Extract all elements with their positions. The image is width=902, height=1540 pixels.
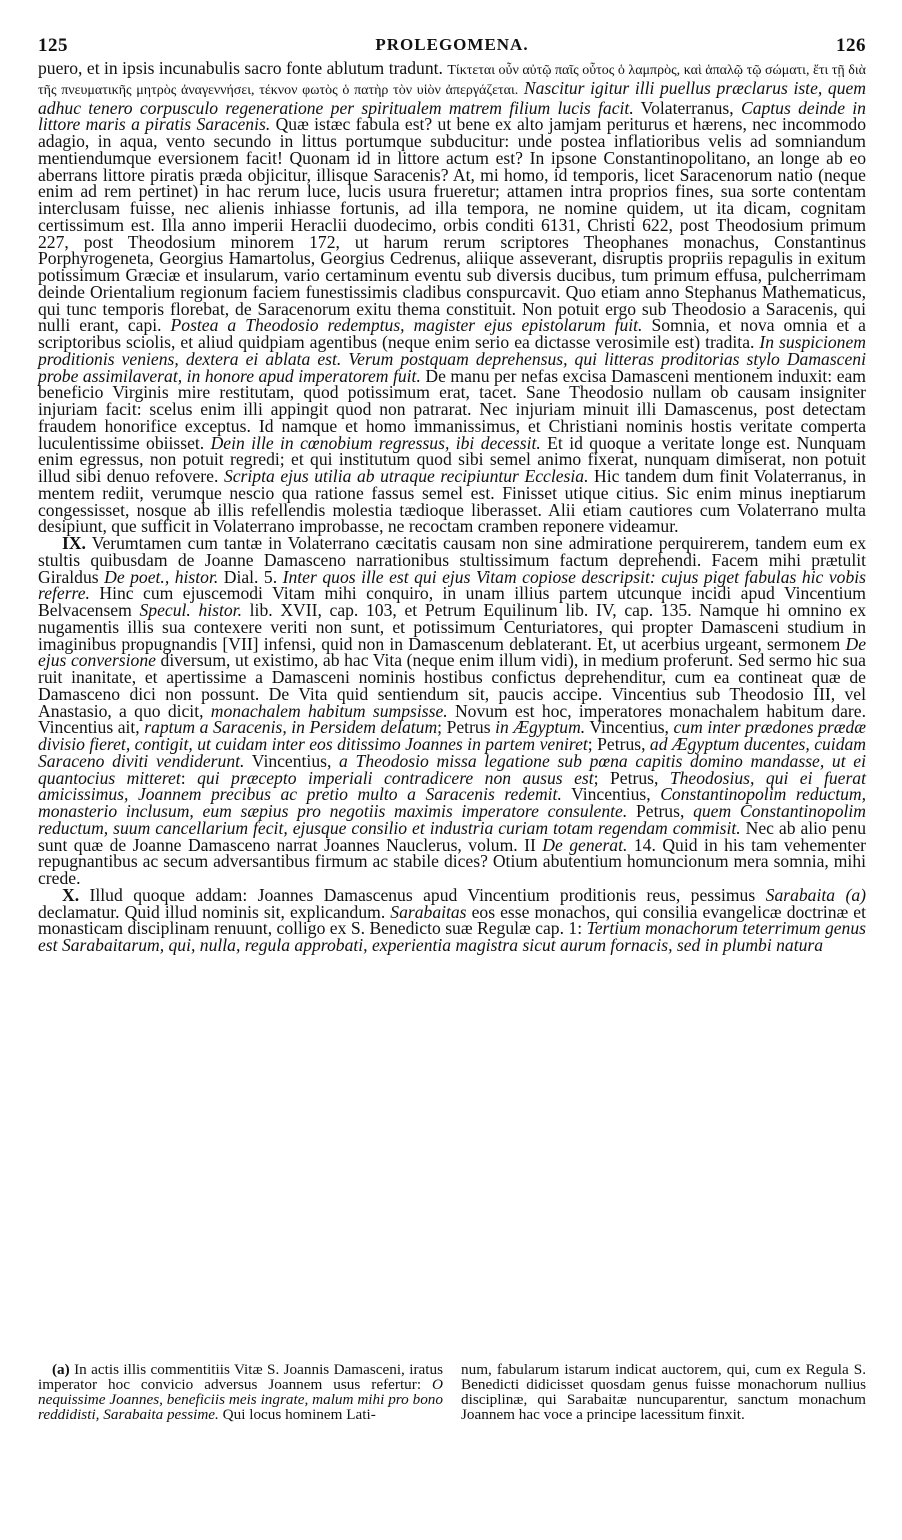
page-number-left: 125 — [38, 35, 68, 56]
italic-text-run: De generat. — [542, 834, 628, 855]
text-run: ; Petrus, — [593, 767, 670, 788]
greek-quotation: Τίκτεται οὖν αὐτῷ παῖς οὗτος ὁ λαμπρὸς, καὶ ἁπαλῷ τῷ σώματι, ἔτι τῇ διὰ τῆς πνευματικῆς μητρὸς ἀναγεννήσει, τέκνον φωτὸς ὁ πατὴρ τὸν υἱὸν ἀπεργάζεται. — [38, 63, 866, 98]
text-run: Et id quoque a veritate longe est. Nunquam enim egressus, non potuit regredi; et qui institutum quod sibi semel animo fixerat, nunquam dimiserat, non potuit illud sibi denuo refovere. — [38, 432, 866, 486]
text-run: Vincentius, — [585, 717, 674, 738]
footnote-a-part-2 — [461, 1362, 866, 1422]
italic-text-run: qui præcepto imperiali contradicere non ausus est — [197, 767, 594, 788]
italic-text-run: a Theodosio missa legatione sub pœna capitis domino mandasse, ut ei quantocius mitteret — [38, 750, 867, 788]
text-run: puero, et in ipsis incunabulis sacro fonte ablutum tradunt. — [38, 58, 448, 78]
text-run: Nec ab alio penu sunt quæ de Joanne Damasceno narrat Joannes Nauclerus, volum. II — [38, 817, 867, 855]
text-run: num, fabularum istarum indicat auctorem, qui, cum ex Regula S. Benedicti didicisset quosdam genus fuisse monachorum nullius disciplinæ, qui Sarabaitæ nuncuparentur, sanctum monachum Joannem hac voce a principe lacessitum finxit. — [461, 1361, 866, 1423]
running-title: PROLEGOMENA. — [375, 35, 529, 54]
text-run: In actis illis commentitiis Vitæ S. Joannis Damasceni, iratus imperator hoc convicio adversus Joannem usus refertur: — [38, 1361, 443, 1393]
text-run: ; Petrus — [437, 717, 496, 738]
italic-text-run: Captus deinde in littore maris a piratis Saracenis. — [38, 97, 866, 135]
italic-text-run: ad Ægyptum ducentes, cuidam Saraceno diviti vendiderunt. — [38, 734, 866, 771]
text-run: Volaterranus, — [633, 97, 741, 118]
italic-text-run: cum inter prædones prædæ divisio fieret, contigit, ut cuidam inter eos ditissimo Joannes in partem veniret — [38, 717, 866, 754]
text-run: declamatur. Quid illud nominis sit, explicandum. — [38, 901, 391, 922]
italic-text-run: Dein ille in cœnobium regressus, ibi decessit. — [210, 432, 541, 453]
text-run: : — [180, 767, 198, 788]
text-run: De manu per nefas excisa Damasceni mentionem induxit: eam beneficio Virginis mire restitutam, quod potissimum erat, tacet. Sane Theodosio nullam ob causam insigniter injuriam facit: scelus enim illi appingit quod non patrarat. Nec injuriam minuit illi Damascenus, post detectam fraudem honorifice exceptus. Id namque et homo immanissimus, et Christiani nominis hostis veritate comperta luculentissime obiisset. — [38, 365, 866, 453]
page-number-right: 126 — [836, 35, 866, 56]
italic-text-run: Nascitur igitur illi puellus præclarus iste, quem adhuc tenero corpusculo regeneratione per spiritualem matrem filium lucis facit. — [38, 77, 866, 118]
italic-text-run: Inter quos ille est qui ejus Vitam copiose descripsit: cujus piget fabulas hic vobis referre. — [38, 566, 866, 604]
text-run: Hic tandem dum finit Volaterranus, in mentem rediit, verumque nescio qua ratione fassus semel est. Finisset utique citius. Sic enim minus ineptiarum congessisset, nosque ab illis refellendis molestia tædioque liberasset. Alii etiam cautiores cum Volaterrano multa desipiunt, que sufficit in Volaterrano improbasse, ne recoctam cramben reponere videamur. — [38, 466, 867, 537]
text-run: lib. XVII, cap. 103, et Petrum Equilinum lib. IV, cap. 135. Namque hi omnino ex nugamentis illis sua contexere veriti non sunt, et potissimum Centuriatores, qui propter Damasceni studium in imaginibus propugnandis [VII] infensi, quid non in Damascenum deblaterant. Et, ut acerbius urgeant, sermonem — [38, 600, 866, 654]
italic-text-run: quem Constantinopolim reductum, suum cancellarium fecit, ejusque consilio et industria curiam totam regendam commisit. — [38, 801, 866, 838]
text-run: Qui locus hominem Lati- — [218, 1406, 376, 1423]
italic-text-run: In suspicionem proditionis veniens, dextera ei ablata est. Verum postquam deprehensus, qui litteras proditorias stylo Damasceni probe assimilaverat, in honore apud imperatorem fuit. — [38, 332, 866, 386]
text-run: ; Petrus, — [587, 734, 650, 754]
italic-text-run: Scripta ejus utilia ab utraque recipiuntur Ecclesia. — [223, 466, 589, 486]
paragraph-viii-continued — [38, 60, 866, 535]
section-number: X. — [62, 884, 80, 905]
text-run: eos esse monachos, qui consilia evangelicæ doctrinæ et monasticam disciplinam renuunt, colligo ex S. Benedicto suæ Regulæ cap. 1: — [38, 901, 867, 939]
text-run: Quæ istæc fabula est? ut bene ex alto jamjam periturus et hærens, nec incommodo adagio, in aqua, vento secundo in littus portumque subducitur: unde postea inflatioribus velis ad somniandum mentiendumque eversionem facit! Quonam id in littore actum est? In ipsone Constantinopolitano, an longe ab eo aberrans littore piratis præda objicitur, illisque Saracenis? At, mi homo, id temporis, licet Saracenorum natio (neque enim ad rem pertinet) in hac rerum luce, lucis usura frueretur; attamen intra proprios fines, sua sorte contentam interclusam fuisse, nec alienis inhiasse fortunis, ad illa tempora, ne nomine quidem, ut ita dicam, cognitam certissimum est. Illa anno imperii Heraclii duodecimo, orbis conditi 6131, Christi 622, post Theodosium primum 227, post Theodosium minorem 172, ut harum rerum scriptores Theophanes monachus, Constantinus Porphyrogeneta, Georgius Hamartolus, Georgius Cedrenus, aliique asseverant, disruptis propriis repagulis in exitum potissimum Græciæ et insularum, vario certaminum eventu sub diversis ducibus, tum primum effusa, pulcherrimam deinde Orientalium regionum faciem funestissimis cladibus conspurcavit. Quo etiam anno Stephanus Mathematicus, qui tunc temporis florebat, de Saracenorum exitu thema constituit. Non potuit ergo sub Theodosio a Saracenis, qui nulli erant, capi. — [38, 114, 866, 336]
text-run: Verumtamen cum tantæ in Volaterrano cæcitatis causam non sine admiratione perquirerem, tandem eum ex stultis quibusdam de Joanne Damasceno narrationibus stultissimum factum deprehendi. Facem mihi prætulit Giraldus — [38, 533, 866, 587]
section-number: (a) — [52, 1361, 70, 1378]
text-run: Dial. 5. — [218, 566, 283, 587]
text-run: diversum, ut existimo, ab hac Vita (neque enim illum vidi), in medium proferunt. Sed sermo hic sua ruit inanitate, et apertissime a Damasceni nominis hostibus confictus deprehenditur, cum ea contineat quæ de Damasceno dici non possunt. De Vita quid sentiendum sit, paucis accipe. Vincentius sub Theodosio III, vel Anastasio, a quo dicit, — [38, 650, 866, 721]
section-number: IX. — [62, 533, 86, 553]
text-run: Hinc cum ejuscemodi Vitam mihi conquiro, in unam illius partem utcunque incidi apud Vincentium Belvacensem — [38, 583, 866, 620]
text-run: Somnia, et nova omnia et a scriptoribus sciolis, et aliud quidpiam agentibus (neque enim serio ea dictasse verosimile est) tradita. — [38, 315, 866, 352]
italic-text-run: Theodosius, qui ei fuerat amicissimus, Joannem precibus ac pretio multo a Saracenis redemit. — [38, 767, 866, 805]
italic-text-run: De poet., histor. — [104, 566, 219, 587]
italic-text-run: Sarabaita (a) — [765, 884, 866, 905]
italic-text-run: De ejus conversione — [38, 633, 866, 671]
main-text — [38, 60, 866, 954]
paragraph-x — [38, 884, 867, 955]
text-run: Illud quoque addam: Joannes Damascenus apud Vincentium proditionis reus, pessimus — [79, 884, 766, 905]
italic-text-run: Tertium monachorum teterrimum genus est Sarabaitarum, qui, nulla, regula approbati, experientia magistra sicut aurum fornacis, sed in plumbi natura — [38, 918, 867, 955]
italic-text-run: monachalem habitum sumpsisse. — [210, 700, 448, 721]
italic-text-run: Sarabaitas — [390, 901, 467, 922]
italic-text-run: in Ægyptum. — [495, 717, 586, 738]
footnote-column-left — [38, 1362, 443, 1422]
text-run: 14. Quid in his tam vehementer repugnantibus ac secum adversantibus firmum ac stabile dices? Otium abutentium homuncionum mera somnia, mihi crede. — [38, 834, 866, 888]
footnote-column-right — [461, 1362, 866, 1422]
paragraph-ix — [38, 535, 866, 887]
text-run: Vincentius, — [561, 784, 661, 805]
italic-text-run: Specul. histor. — [139, 600, 242, 620]
italic-text-run: Postea a Theodosio redemptus, magister ejus epistolarum fuit. — [170, 315, 643, 336]
text-run: Vincentius, — [244, 750, 340, 771]
italic-text-run: raptum a Saracenis, in Persidem delatum — [144, 717, 438, 738]
text-run: Petrus, — [627, 801, 694, 821]
italic-text-run: O nequissime Joannes, beneficiis meis ingrate, malum mihi pro bono reddidisti, Sarabaita pessime. — [38, 1376, 443, 1423]
text-run: Novum est hoc, imperatores monachalem habitum dare. Vincentius ait, — [38, 700, 866, 738]
footnote-a-part-1 — [38, 1362, 443, 1422]
page-header — [38, 35, 866, 59]
italic-text-run: Constantinopolim reductum, monasterio inclusum, eum sæpius pro negotiis maximis imperatore consulente. — [38, 784, 867, 821]
